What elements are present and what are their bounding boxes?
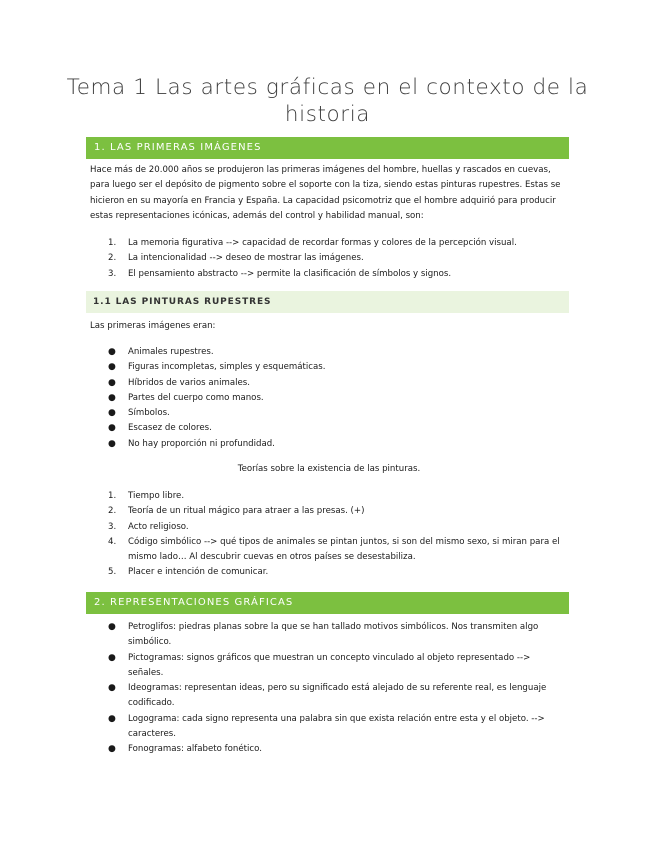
section11-intro: Las primeras imágenes eran: [90, 321, 216, 331]
theories-title: Teorías sobre la existencia de las pinturas. [237, 464, 421, 474]
list-item: ● Híbridos de varios animales. [90, 376, 568, 391]
title-line-1: Tema 1 Las artes gráficas en el contexto de la [66, 75, 589, 100]
list-item: ● Figuras incompletas, simples y esquemáticas. [90, 360, 568, 375]
bullet-icon: ● [108, 362, 116, 373]
bullet-icon: ● [108, 392, 116, 403]
list-item: 4. Código simbólico --> qué tipos de animales se pintan juntos, si son del mismo sexo, si miran para el mismo lado… Al descubrir cuevas en otros países se desestabiliza. [108, 536, 560, 563]
section1-list [90, 236, 568, 282]
list-item: ● No hay proporción ni profundidad. [90, 437, 568, 452]
list-item: 2. La intencionalidad --> deseo de mostrar las imágenes. [108, 253, 364, 264]
bullet-icon: ● [108, 377, 116, 388]
list-item: ● Símbolos. [90, 406, 568, 421]
bullet-icon: ● [108, 408, 116, 419]
list-item: 2. Teoría de un ritual mágico para atraer a las presas. (+) [108, 506, 365, 517]
list-item: ● Partes del cuerpo como manos. [90, 391, 568, 406]
list-item: 5. Placer e intención de comunicar. [108, 567, 269, 578]
list-item: 3. Acto religioso. [108, 521, 189, 532]
section11-bullets [90, 345, 568, 452]
page-title [60, 74, 595, 128]
bullet-icon: ● [108, 744, 116, 755]
section2-bullets [90, 620, 568, 758]
title-line-2: historia [284, 102, 371, 127]
list-item: 1. La memoria figurativa --> capacidad de recordar formas y colores de la percepción visual. [108, 238, 517, 248]
list-item: ● Animales rupestres. [90, 345, 568, 360]
theories-list [90, 489, 568, 581]
list-item: 3. El pensamiento abstracto --> permite la clasificación de símbolos y signos. [108, 268, 452, 279]
list-item: ● Ideogramas: representan ideas, pero su significado está alejado de su referente real, es lenguaje codificado. [108, 683, 547, 709]
section-heading-2: 2. REPRESENTACIONES GRÁFICAS [86, 592, 569, 614]
list-item: ● Logograma: cada signo representa una palabra sin que exista relación entre esta y el objeto. --> caracteres. [108, 713, 545, 740]
list-item: ● Escasez de colores. [90, 421, 568, 436]
bullet-icon: ● [108, 423, 116, 434]
list-item: ● Petroglifos: piedras planas sobre la que se han tallado motivos simbólicos. Nos transmiten algo simbólico. [108, 622, 539, 648]
section1-intro: Hace más de 20.000 años se produjeron las primeras imágenes del hombre, huellas y rascados en cuevas, para luego ser el depósito de pigmento sobre el soporte con la tiza, siendo estas pinturas rupestres. Estas se hicieron en su mayoría en Francia y España. La capacidad psicomotriz que el hombre adquirió para producir estas representaciones icónicas, además del control y habilidad manual, son: [90, 165, 561, 221]
bullet-icon: ● [108, 438, 116, 449]
list-item: ● Pictogramas: signos gráficos que muestran un concepto vinculado al objeto representado --> señales. [108, 652, 531, 678]
bullet-icon: ● [108, 652, 116, 663]
bullet-icon: ● [108, 713, 116, 724]
bullet-icon: ● [108, 347, 116, 357]
section-heading-1-1: 1.1 LAS PINTURAS RUPESTRES [86, 291, 569, 313]
list-item: 1. Tiempo libre. [108, 491, 185, 501]
list-item: ● Fonogramas: alfabeto fonético. [90, 742, 568, 757]
bullet-icon: ● [108, 683, 116, 694]
section-heading-1: 1. LAS PRIMERAS IMÁGENES [86, 137, 569, 159]
bullet-icon: ● [108, 622, 116, 632]
